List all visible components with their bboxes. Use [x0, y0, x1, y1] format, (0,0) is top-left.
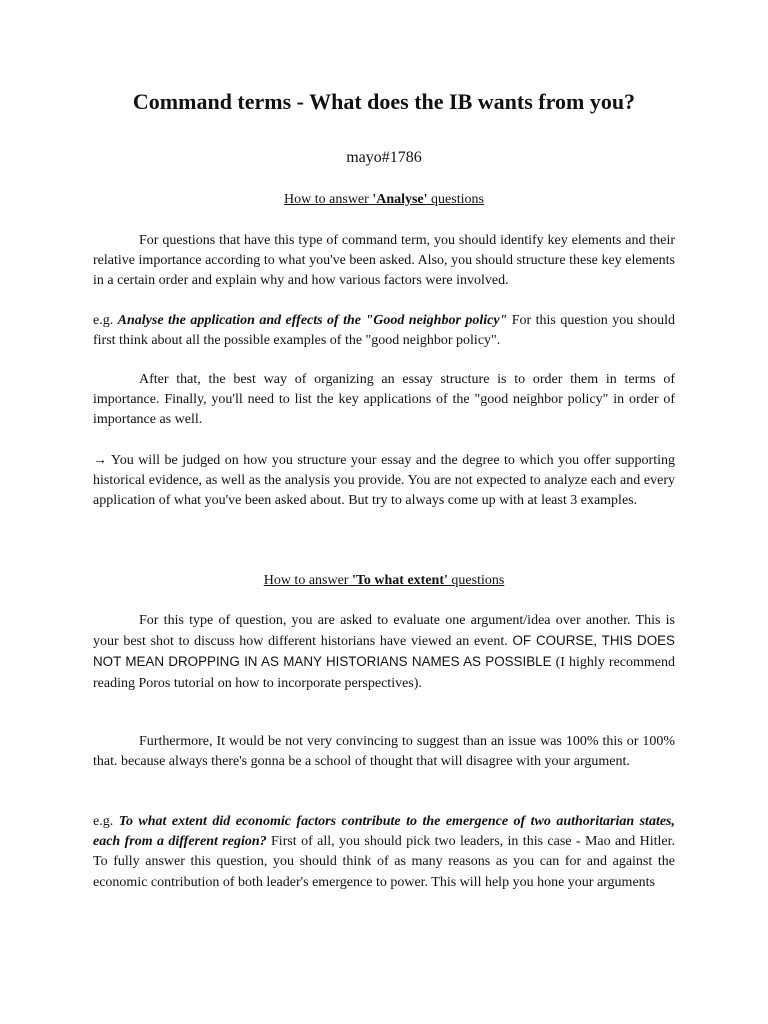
- extent-paragraph-2: Furthermore, It would be not very convincing to suggest than an issue was 100% this or 100% that. because always there's gonna be a school of thought that will disagree with your argument.: [93, 734, 675, 770]
- analyse-example-paragraph: [93, 311, 675, 351]
- heading-prefix: How to answer: [284, 192, 373, 207]
- analyse-paragraph-1: For questions that have this type of command term, you should identify key elements and their relative importance according to what you've been asked. Also, you should structure these key elements in a certain order and explain why and how various factors were involved.: [93, 233, 675, 289]
- heading-prefix: How to answer: [263, 573, 352, 588]
- author-tag: mayo#1786: [346, 149, 422, 166]
- extent-p1-start: For this type of question, you are asked to evaluate one argument/idea over another. This is your best shot to discuss how different historians have viewed an event.: [93, 613, 675, 650]
- example-question: Analyse the application and effects of the "Good neighbor policy": [117, 313, 508, 328]
- section-heading-extent: [93, 571, 675, 591]
- example-prefix: e.g.: [93, 313, 118, 328]
- analyse-paragraph-4: → You will be judged on how you structure your essay and the degree to which you offer supporting historical evidence, as well as the analysis you provide. You are not expected to analyze each and every application of what you've been asked about. But try to always come up with at least 3 examples.: [93, 453, 675, 509]
- analyse-paragraph-3: After that, the best way of organizing an essay structure is to order them in terms of importance. Finally, you'll need to list the key applications of the "good neighbor policy" in order of importance as well.: [93, 372, 675, 428]
- extent-paragraph-1: [93, 611, 675, 694]
- section-heading-analyse: [93, 190, 675, 210]
- heading-suffix: questions: [427, 192, 484, 207]
- extent-p1-caps: OF COURSE, THIS DOES NOT MEAN DROPPING IN AS MANY HISTORIANS NAMES AS POSSIBLE: [93, 633, 675, 670]
- extent-example-paragraph: [93, 812, 675, 893]
- heading-term: 'To what extent': [351, 573, 448, 588]
- example-rest: First of all, you should pick two leaders, in this case - Mao and Hitler. To fully answer this question, you should think of as many reasons as you can for and against the economic contribution of both leader's emergence to power. This will help you hone your arguments: [93, 834, 675, 890]
- example-rest: For this question you should first think about all the possible examples of the "good neighbor policy".: [93, 313, 675, 349]
- document-title: Command terms - What does the IB wants from you?: [132, 89, 636, 114]
- extent-p1-end: (I highly recommend reading Poros tutorial on how to incorporate perspectives).: [93, 655, 676, 691]
- example-prefix: e.g.: [93, 814, 119, 829]
- example-question: To what extent did economic factors contribute to the emergence of two authoritarian states, each from a different region?: [93, 814, 675, 850]
- heading-suffix: questions: [447, 573, 505, 588]
- heading-term: 'Analyse': [372, 192, 428, 207]
